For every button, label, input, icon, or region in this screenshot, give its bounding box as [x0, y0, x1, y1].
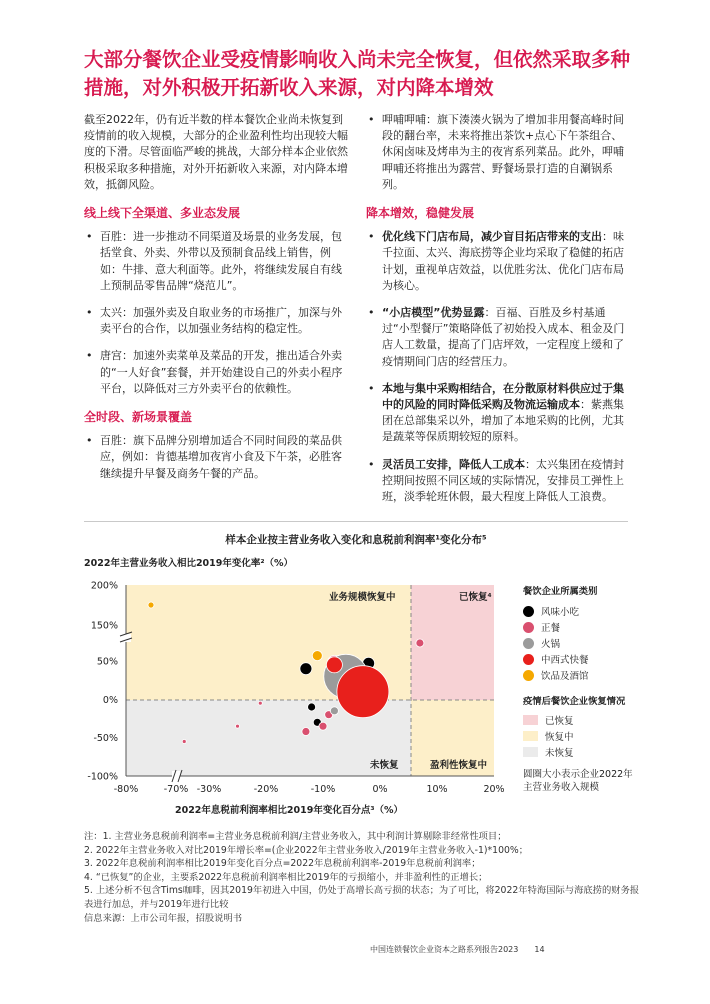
x-tick-label: 20%	[483, 784, 505, 795]
section-divider	[84, 521, 628, 522]
bullet-text: ：紫燕集团在总部集采以外，增加了本地采购的比例，尤其是蔬菜等保质期较短的原料。	[382, 398, 624, 444]
section-heading-omnichannel: 线上线下全渠道、多业态发展	[84, 206, 241, 221]
legend-label: 恢复中	[545, 732, 574, 743]
data-point	[326, 657, 342, 673]
bullet-item: • 百胜：进一步推动不同渠道及场景的业务发展，包括堂食、外卖、外带以及预制食品线上销售，例如：牛排、意大利面等。此外，将继续发展自有线上预制品零售品牌“烧范儿”。	[84, 229, 349, 294]
data-point	[319, 722, 327, 730]
legend-item-fastfood	[523, 651, 633, 667]
legend-swatch	[523, 747, 538, 757]
x-tick-label: -70%	[163, 784, 189, 795]
legend-label: 未恢复	[545, 748, 574, 759]
legend-dot	[523, 622, 534, 633]
legend-swatch	[523, 731, 538, 741]
x-tick-label: -30%	[196, 784, 222, 795]
report-name: 中国连锁餐饮企业资本之路系列报告2023	[370, 945, 519, 954]
bullet-text: ：百福、百胜及乡村基通过“小型餐厅”策略降低了初始投入成本、租金及门店人工数量，提高了门店坪效，一定程度上缓和了疫情期间门店的经营压力。	[382, 306, 625, 368]
legend-item-snack	[523, 603, 633, 619]
bullet-item	[366, 305, 628, 370]
legend-dot	[523, 670, 534, 681]
bullet-bold-lead: 本地与集中采购相结合，在分散原材料供应过于集中的风险的同时降低采购及物流运输成本	[382, 381, 624, 412]
page-title: 大部分餐饮企业受疫情影响收入尚未完全恢复，但依然采取多种措施，对外积极开拓新收入来源，对内降本增效	[84, 48, 631, 99]
section-heading-all-day: 全时段、新场景覆盖	[84, 410, 193, 425]
chart-legend	[523, 583, 633, 804]
bullet-item	[366, 229, 628, 294]
bullet-item: • 呷哺呷哺：旗下湊湊火锅为了增加非用餐高峰时间段的翻台率，未来将推出茶饮+点心下午茶组合、休闲卤味及烤串为主的夜宵系列菜品。此外，呷哺呷哺还将推出为露营、野餐场景打造的自涮锅系列。	[366, 112, 628, 193]
legend-label: 中西式快餐	[541, 655, 589, 666]
legend-size-note: 圆圈大小表示企业2022年主营业务收入规模	[523, 769, 633, 793]
footnote: 5. 上述分析不包含Tims咖啡，因其2019年初进入中国，仍处于高增长高亏损的状态；为了可比，将2022年特海国际与海底捞的财务报表进行加总，并与2019年进行比较	[84, 885, 640, 910]
left-column	[84, 112, 349, 493]
quadrant-label-recovering: 业务规模恢复中	[329, 592, 396, 603]
chart-title: 样本企业按主营业务收入变化和息税前利润率¹变化分布⁵	[225, 534, 487, 546]
footnote: 注：1. 主营业务息税前利润率=主营业务息税前利润/主营业务收入，其中利润计算剔除非经常性项目；	[84, 831, 507, 842]
bullet-bold-lead: “小店模型”优势显露	[382, 306, 485, 320]
legend-item-recovered	[523, 712, 633, 728]
legend-label: 火锅	[541, 639, 561, 650]
x-axis-title: 2022年息税前利润率相比2019年变化百分点³（%）	[174, 805, 404, 816]
page-footer	[370, 944, 545, 955]
x-tick-label: -20%	[253, 784, 279, 795]
right-column	[366, 112, 628, 516]
legend-item-dining	[523, 619, 633, 635]
footnote: 2. 2022年主营业务收入对比2019年增长率=(企业2022年主营业务收入/2019年主营业务收入-1)*100%；	[84, 844, 529, 856]
bullet-item: • 唐宫：加速外卖菜单及菜品的开发，推出适合外卖的“一人好食”套餐，并开始建设自己的外卖小程序平台，以降低对三方外卖平台的依赖性。	[84, 348, 349, 397]
data-point	[312, 651, 322, 661]
legend-category-title: 餐饮企业所属类别	[523, 586, 598, 597]
bullet-item	[366, 381, 628, 446]
legend-label: 正餐	[541, 623, 561, 634]
legend-label: 饮品及酒馆	[541, 671, 589, 682]
y-axis-title: 2022年主营业务收入相比2019年变化率²（%）	[84, 558, 294, 569]
page-number: 14	[534, 945, 545, 954]
data-point	[302, 728, 310, 736]
bullet-text: ：味千拉面、太兴、海底捞等企业均采取了稳健的拓店计划，重视单店效益，以优胜劣汰、优化门店布局为核心。	[382, 230, 624, 292]
x-tick-label: 0%	[372, 784, 388, 795]
data-point	[236, 724, 240, 728]
legend-item-drinks	[523, 667, 633, 683]
y-tick-label: 200%	[90, 580, 118, 592]
bullet-item	[366, 457, 628, 506]
bullet-item: • 百胜：旗下品牌分别增加适合不同时间段的菜品供应，例如：肯德基增加夜宵小食及下午茶，必胜客继续提升早餐及商务午餐的产品。	[84, 433, 349, 482]
data-point	[258, 701, 262, 705]
y-tick-label: 150%	[90, 620, 118, 632]
quadrant-label-profit-recovering: 盈利性恢复中	[430, 760, 488, 771]
data-point	[182, 740, 186, 744]
x-tick-label: -80%	[113, 784, 139, 795]
legend-item-not-recovered	[523, 744, 633, 760]
legend-swatch	[523, 715, 538, 725]
legend-dot	[523, 654, 534, 665]
footnote: 3. 2022年息税前利润率相比2019年变化百分点=2022年息税前利润率-2019年息税前利润率；	[84, 858, 481, 870]
footnotes	[84, 830, 644, 925]
bullet-item: • 太兴：加强外卖及自取业务的市场推广，加深与外卖平台的合作，以加强业务结构的稳定性。	[84, 305, 349, 337]
x-tick-label: -10%	[310, 784, 336, 795]
legend-label: 风味小吃	[541, 607, 580, 618]
data-point	[300, 663, 312, 675]
intro-paragraph: 截至2022年，仍有近半数的样本餐饮企业尚未恢复到疫情前的收入规模，大部分的企业盈利性均出现较大幅度的下滑。尽管面临严峻的挑战，大部分样本企业依然积极采取多种措施，对外开拓新收入来源，对内降本增效，抵御风险。	[84, 113, 348, 191]
data-point	[337, 666, 389, 718]
quadrant-label-not-recovered: 未恢复	[370, 760, 399, 771]
data-point	[148, 602, 154, 608]
legend-item-hotpot	[523, 635, 633, 651]
legend-item-recovering	[523, 728, 633, 744]
data-point	[330, 707, 338, 715]
scatter-chart	[84, 575, 514, 800]
bullet-bold-lead: 灵活员工安排，降低人工成本	[382, 457, 525, 471]
data-point	[416, 639, 424, 647]
y-tick-label: 50%	[96, 656, 118, 668]
source-note: 信息来源：上市公司年报，招股说明书	[84, 912, 243, 924]
bullet-bold-lead: 优化线下门店布局，减少盲目拓店带来的支出	[382, 230, 602, 244]
footnote: 4. “已恢复”的企业，主要系2022年息税前利润率相比2019年的亏损缩小，并非盈利性的正增长；	[84, 871, 488, 883]
bullet-text: ：太兴集团在疫情封控期间按照不同区域的实际情况，安排员工弹性上班，淡季轮班休假，最大程度上降低人工浪费。	[382, 457, 624, 504]
y-tick-labels	[87, 581, 118, 783]
legend-dot	[523, 638, 534, 649]
legend-dot	[523, 606, 534, 617]
y-tick-label: -100%	[87, 771, 118, 783]
legend-label: 已恢复	[545, 716, 574, 727]
section-heading-cost-reduction: 降本增效，稳健发展	[366, 206, 475, 221]
y-tick-label: 0%	[102, 694, 118, 706]
legend-status-title: 疫情后餐饮企业恢复情况	[523, 696, 626, 707]
x-tick-label: 10%	[426, 784, 448, 795]
data-point	[308, 703, 316, 711]
y-tick-label: -50%	[93, 733, 118, 745]
x-tick-labels	[114, 784, 505, 795]
quadrant-label-recovered: 已恢复⁴	[459, 592, 492, 603]
